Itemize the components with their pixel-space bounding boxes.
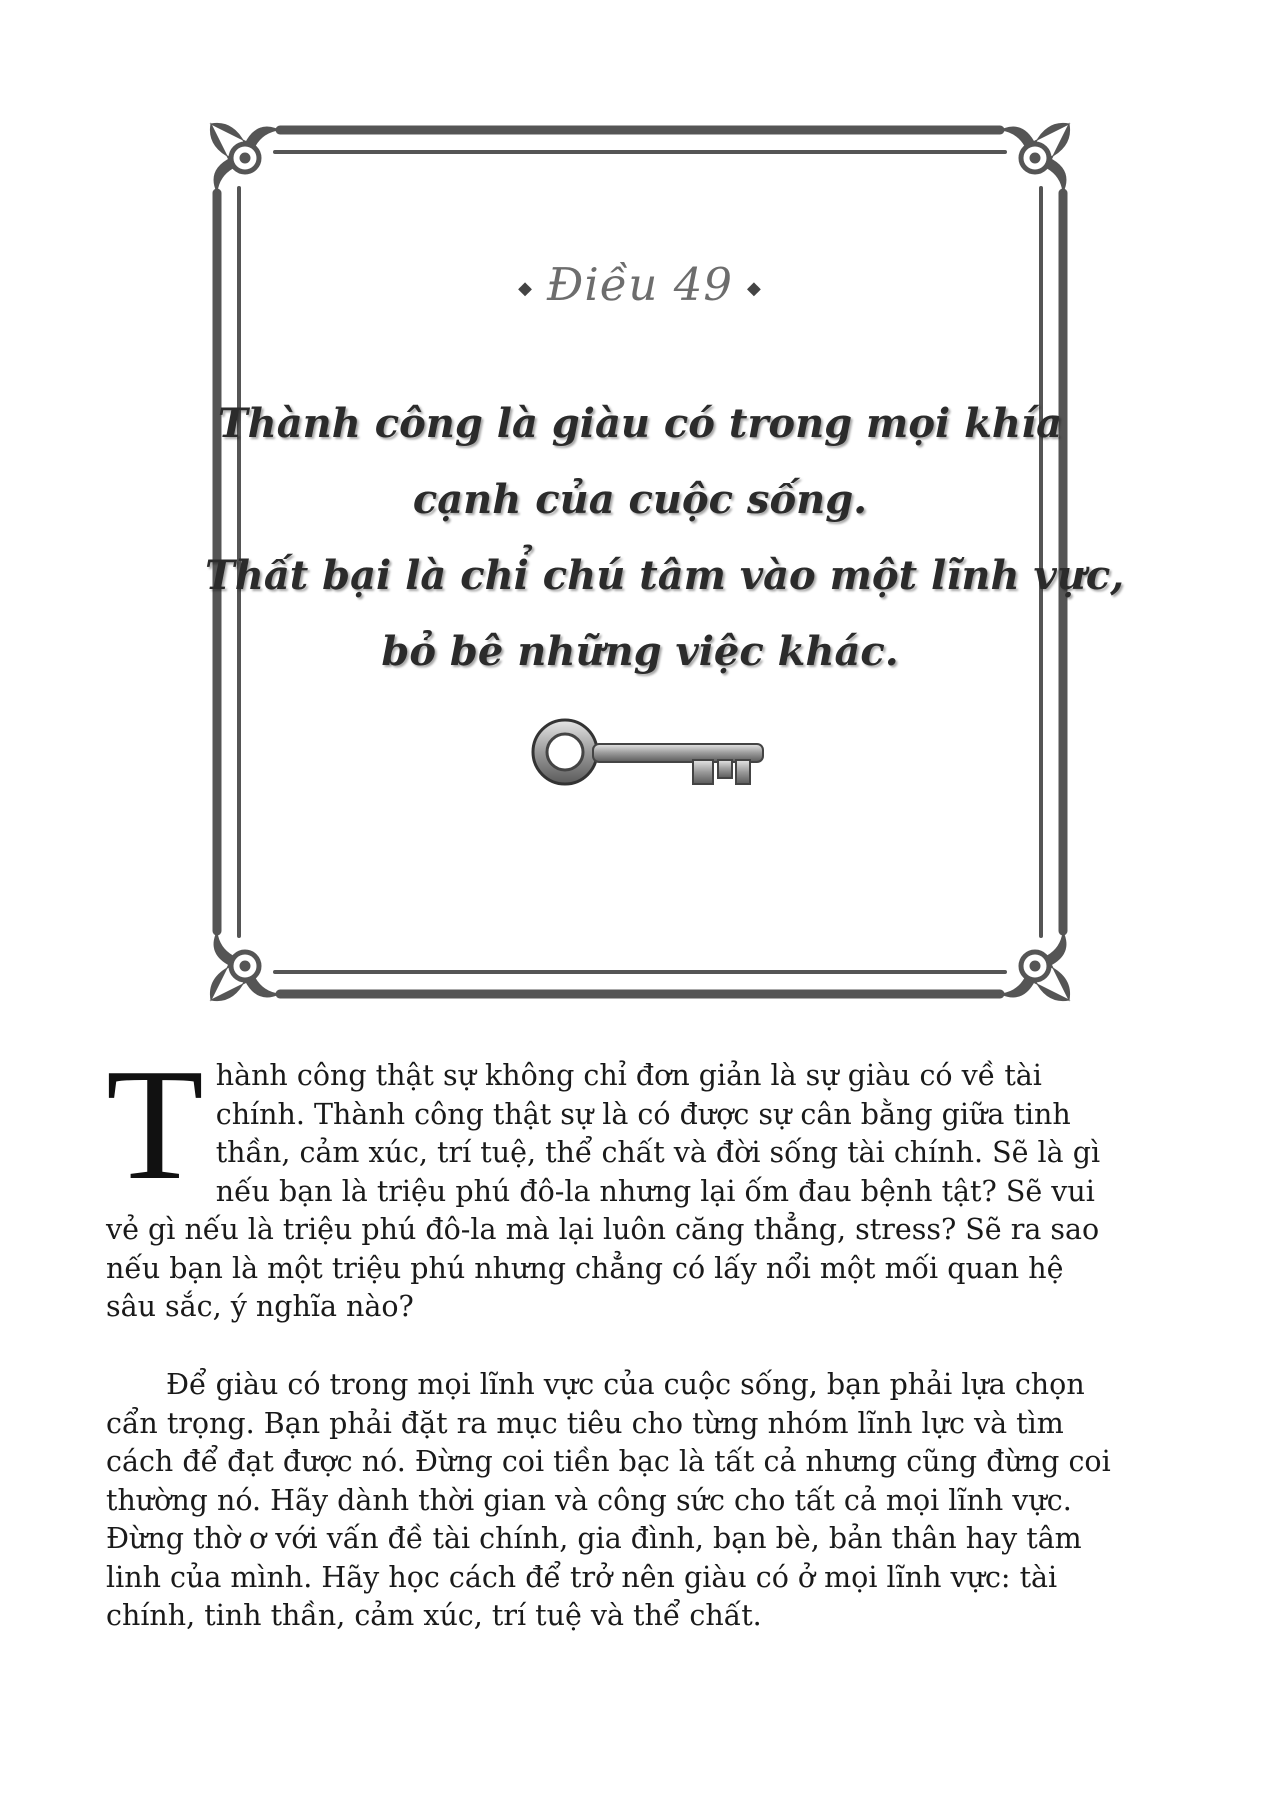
quote: [205, 386, 1125, 690]
drop-cap: T: [106, 1035, 204, 1213]
diamond-icon: ◆: [746, 278, 762, 299]
text-line: sâu sắc, ý nghĩa nào?: [106, 1290, 414, 1323]
key-icon: [523, 708, 783, 828]
text-line: nếu bạn là một triệu phú nhưng chẳng có lấy nổi một mối quan hệ: [106, 1251, 1064, 1285]
text-line: thường nó. Hãy dành thời gian và công sức cho tất cả mọi lĩnh vực.: [106, 1483, 1072, 1517]
text-line: cách để đạt được nó. Đừng coi tiền bạc là tất cả nhưng cũng đừng coi: [106, 1445, 1111, 1478]
text-line: nếu bạn là triệu phú đô-la nhưng lại ốm đau bệnh tật? Sẽ vui: [215, 1174, 1095, 1208]
chapter-label: Điều 49: [547, 258, 733, 311]
text-line: Để giàu có trong mọi lĩnh vực của cuộc sống, bạn phải lựa chọn: [166, 1368, 1085, 1401]
chapter-heading: [205, 258, 1075, 311]
frame-content: [205, 118, 1125, 1006]
quote-line: bỏ bê những việc khác.: [381, 628, 899, 675]
paragraph-2: [106, 1366, 1176, 1636]
text-line: chính, tinh thần, cảm xúc, trí tuệ và thể chất.: [106, 1599, 762, 1632]
text-line: cẩn trọng. Bạn phải đặt ra mục tiêu cho từng nhóm lĩnh lực và tìm: [106, 1406, 1064, 1440]
quote-line: Thành công là giàu có trong mọi khía: [217, 400, 1063, 447]
text-line: thần, cảm xúc, trí tuệ, thể chất và đời sống tài chính. Sẽ là gì: [215, 1136, 1101, 1169]
quote-line: Thất bại là chỉ chú tâm vào một lĩnh vực,: [205, 552, 1125, 599]
quote-line: cạnh của cuộc sống.: [412, 476, 868, 523]
text-line: vẻ gì nếu là triệu phú đô-la mà lại luôn căng thẳng, stress? Sẽ ra sao: [106, 1213, 1100, 1246]
text-line: Đừng thờ ơ với vấn đề tài chính, gia đình, bạn bè, bản thân hay tâm: [106, 1522, 1082, 1555]
text-line: hành công thật sự không chỉ đơn giản là sự giàu có về tài: [215, 1059, 1042, 1092]
text-line: linh của mình. Hãy học cách để trở nên giàu có ở mọi lĩnh vực: tài: [106, 1560, 1058, 1594]
text-line: chính. Thành công thật sự là có được sự cân bằng giữa tinh: [215, 1097, 1071, 1131]
diamond-icon: ◆: [518, 278, 534, 299]
paragraph-1: [106, 1035, 1176, 1327]
